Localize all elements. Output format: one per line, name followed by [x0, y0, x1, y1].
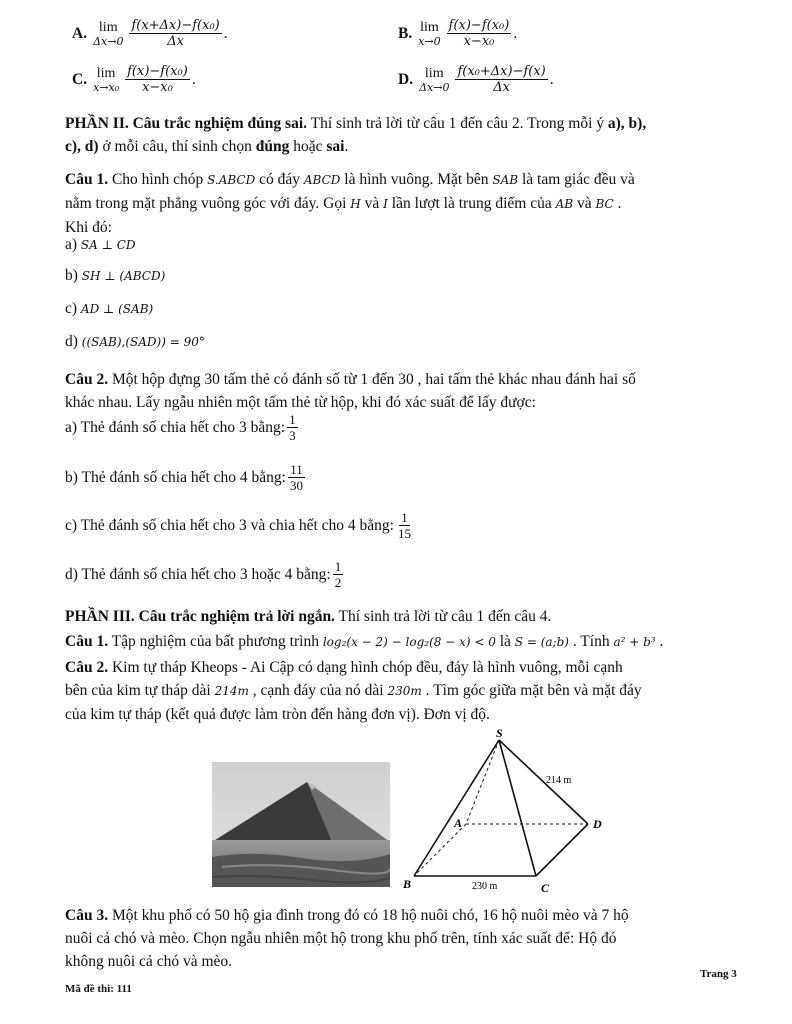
option-b: B. lim x→0 $\frac{\text{f(x)−f(x₀)}}{\text{x−x₀}}$ . [398, 18, 518, 49]
p2-q1-item-b: b) SH ⊥ (ABCD) [65, 267, 166, 284]
p2-q2-item-c: c) Thẻ đánh số chia hết cho 3 và chia hết cho 4 bằng: $\frac{1}{15}$ [65, 510, 411, 541]
p2-q1-item-c: c) AD ⊥ (SAB) [65, 300, 154, 317]
option-c-fraction: $\frac{\text{f(x)−f(x₀)}}{\text{x−x₀}}$ [127, 64, 188, 95]
vertex-s-label: S [496, 726, 503, 740]
exam-code: Mã đề thi: 111 [65, 983, 132, 995]
p2-q2-item-a: a) Thẻ đánh số chia hết cho 3 bằng: $\frac{1}{3}$ [65, 412, 296, 443]
page-number: Trang 3 [700, 968, 737, 980]
p3-question-1: Câu 1. Tập nghiệm của bất phương trình log₂(x − 2) − log₂(8 − x) < 0 là S = (a;b) . Tính a² + b³ . [65, 633, 664, 650]
p3-question-2: Câu 2. Kim tự tháp Kheops - Ai Cập có dạng hình chóp đều, đáy là hình vuông, mỗi cạnh bên của kim tự tháp dài 214m , cạnh đáy của nó dài 230m . Tìm góc giữa mặt bên và mặt đáy của kim tự tháp (kết quả được làm tròn đến hàng đơn vị). Đơn vị độ. [65, 659, 642, 723]
option-d: D. lim Δx→0 $\frac{\text{f(x₀+Δx)−f(x)}}{\Delta x}$ . [398, 64, 554, 95]
option-b-fraction: $\frac{\text{f(x)−f(x₀)}}{\text{x−x₀}}$ [448, 18, 510, 49]
p2-q1-item-a: a) SA ⊥ CD [65, 236, 136, 253]
vertex-d-label: D [593, 817, 602, 831]
vertex-b-label: B [403, 877, 412, 891]
p3-question-3: Câu 3. Một khu phố có 50 hộ gia đình trong đó có 18 hộ nuôi chó, 16 hộ nuôi mèo và 7 hộ nuôi cả chó và mèo. Chọn ngẫu nhiên một hộ trong khu phố trên, tính xác suất để: Hộ đó không nuôi cả chó và mèo. [65, 907, 629, 970]
p2-q2-item-d: d) Thẻ đánh số chia hết cho 3 hoặc 4 bằng: $\frac{1}{2}$ [65, 559, 342, 590]
pyramid-photo [212, 762, 390, 887]
part2-intro: PHẦN II. Câu trắc nghiệm đúng sai. Thí sinh trả lời từ câu 1 đến câu 2. Trong mỗi ý a), b), c), d) ở mỗi câu, thí sinh chọn đúng hoặc sai. [65, 115, 647, 155]
p2-q1-item-d: d) ((SAB),(SAD)) = 90° [65, 333, 205, 350]
p2-question-1: Câu 1. Cho hình chóp S.ABCD có đáy ABCD là hình vuông. Mặt bên SAB là tam giác đều và nằm trong mặt phẳng vuông góc với đáy. Gọi H và I lần lượt là trung điểm của AB và BC . Khi đó: [65, 171, 635, 236]
p2-q2-item-b: b) Thẻ đánh số chia hết cho 4 bằng: $\frac{11}{30}$ [65, 462, 303, 493]
vertex-c-label: C [541, 881, 550, 895]
option-a-fraction: $\frac{\text{f(x+Δx)−f(x₀)}}{\Delta x}$ [131, 18, 220, 49]
option-c: C. lim x→x₀ $\frac{\text{f(x)−f(x₀)}}{\text{x−x₀}}$ . [72, 64, 196, 95]
option-d-fraction: $\frac{\text{f(x₀+Δx)−f(x)}}{\Delta x}$ [457, 64, 546, 95]
p2-question-2: Câu 2. Một hộp đựng 30 tấm thẻ có đánh số từ 1 đến 30 , hai tấm thẻ khác nhau đánh hai số khác nhau. Lấy ngẫu nhiên một tấm thẻ từ hộp, khi đó xác suất để lấy được: [65, 371, 636, 411]
vertex-a-label: A [454, 816, 463, 830]
edge-length-label: 214 m [546, 775, 572, 786]
base-length-label: 230 m [472, 881, 498, 892]
part3-intro: PHẦN III. Câu trắc nghiệm trả lời ngắn. Thí sinh trả lời từ câu 1 đến câu 4. [65, 608, 552, 625]
option-a: A. lim Δx→0 $\frac{\text{f(x+Δx)−f(x₀)}}{\Delta x}$ . [72, 18, 228, 49]
pyramid-diagram [396, 726, 616, 898]
